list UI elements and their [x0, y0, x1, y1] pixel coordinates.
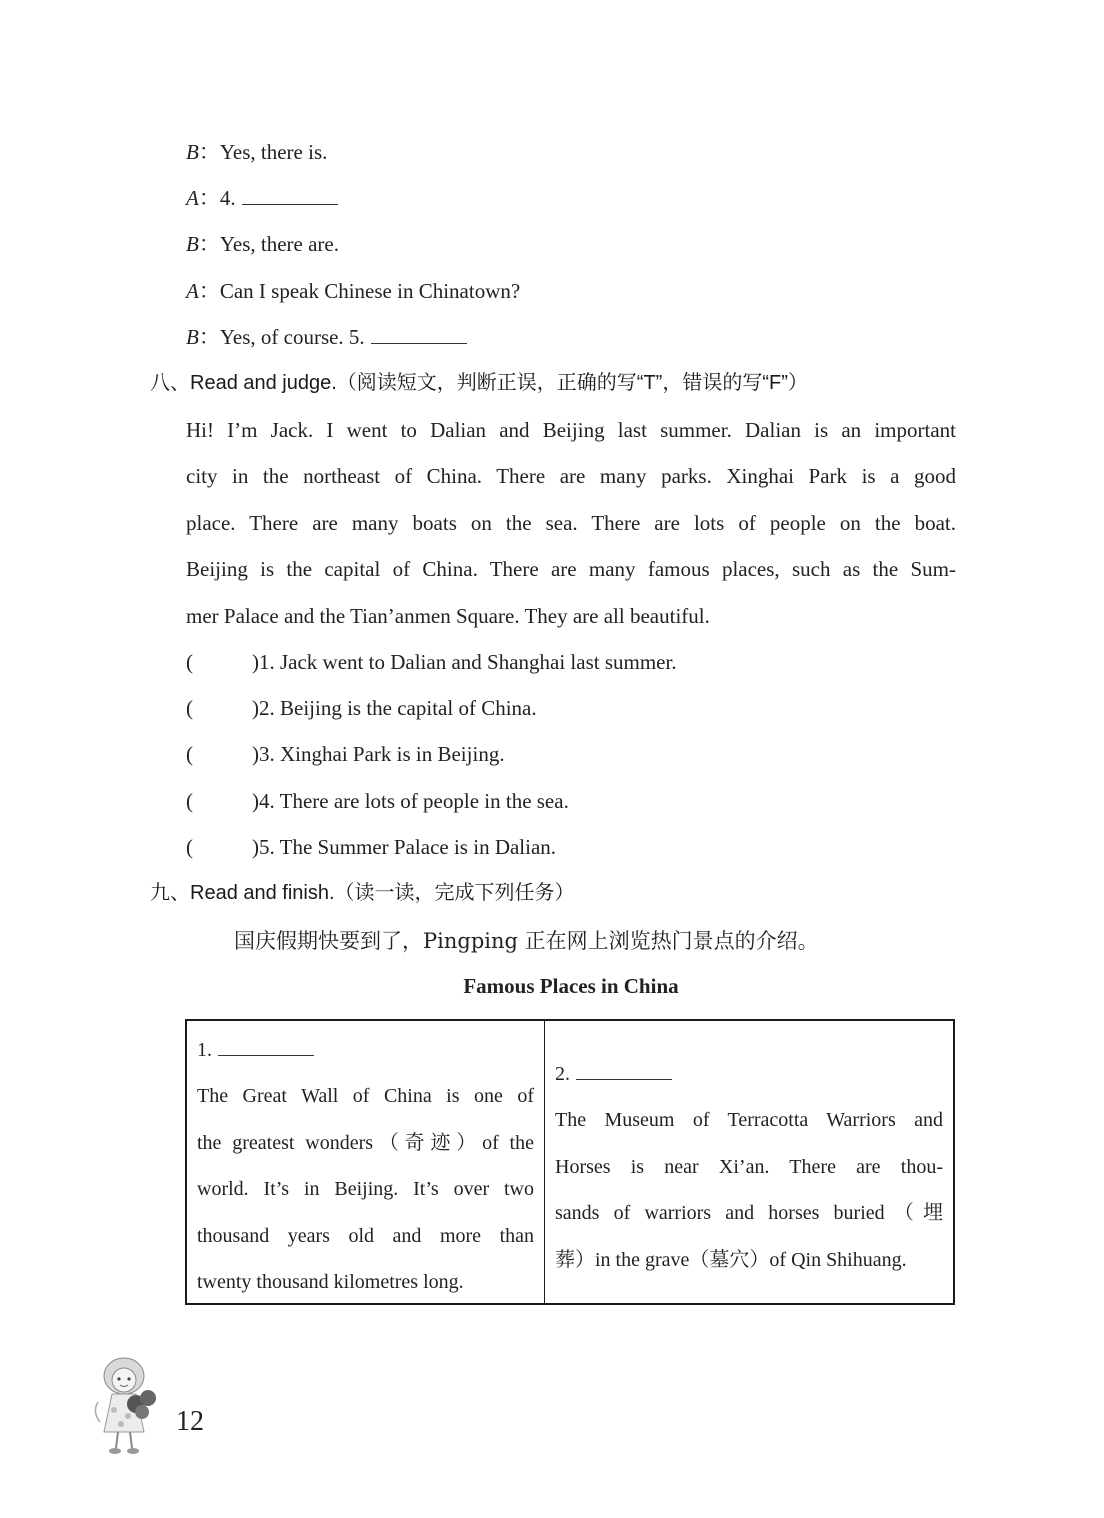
- table-cell-1: [187, 1021, 545, 1303]
- passage-line: mer Palace and the Tian’anmen Square. They are all beautiful.: [186, 604, 710, 628]
- passage-line: Hi! I’m Jack. I went to Dalian and Beijing last summer. Dalian is an important: [186, 418, 956, 442]
- cell-number: 2.: [555, 1051, 943, 1097]
- dialogue-line: A：4.: [186, 183, 338, 213]
- cell-line: the greatest wonders（奇迹）of the: [197, 1131, 534, 1154]
- dialogue-line: A：Can I speak Chinese in Chinatown?: [186, 279, 521, 303]
- dialogue-line: B：Yes, of course. 5.: [186, 322, 467, 352]
- answer-blank[interactable]: [371, 325, 467, 344]
- answer-paren[interactable]: (: [186, 696, 193, 720]
- cell-line: 葬）in the grave（墓穴）of Qin Shihuang.: [555, 1248, 907, 1271]
- judge-item: ( )5. The Summer Palace is in Dalian.: [186, 832, 556, 862]
- dialogue-line: B：Yes, there is.: [186, 140, 328, 164]
- answer-blank[interactable]: [242, 186, 338, 205]
- section-8-heading: 八、Read and judge.（阅读短文，判断正误，正确的写“T”，错误的写“F”）: [150, 372, 808, 394]
- section-9-intro: 国庆假期快要到了，Pingping 正在网上浏览热门景点的介绍。: [234, 929, 819, 953]
- judge-item: ( )2. Beijing is the capital of China.: [186, 693, 537, 723]
- passage-line: place. There are many boats on the sea. There are lots of people on the boat.: [186, 511, 956, 535]
- cell-line: The Museum of Terracotta Warriors and: [555, 1109, 943, 1132]
- table-cell-2: [545, 1021, 953, 1303]
- section-9-heading: 九、Read and finish.（读一读，完成下列任务）: [150, 882, 575, 904]
- answer-paren[interactable]: (: [186, 650, 193, 674]
- answer-paren[interactable]: (: [186, 742, 193, 766]
- dialogue-line: B：Yes, there are.: [186, 232, 339, 256]
- cell-number: 1.: [197, 1027, 534, 1073]
- girl-with-flowers-icon: [88, 1352, 166, 1458]
- judge-item: ( )4. There are lots of people in the sea.: [186, 786, 569, 816]
- judge-item: ( )3. Xinghai Park is in Beijing.: [186, 739, 505, 769]
- judge-item: ( )1. Jack went to Dalian and Shanghai last summer.: [186, 647, 677, 677]
- page-number: 12: [176, 1406, 204, 1437]
- cell-line: twenty thousand kilometres long.: [197, 1271, 464, 1294]
- answer-blank[interactable]: [218, 1037, 314, 1056]
- famous-places-table: [185, 1019, 955, 1305]
- cell-line: world. It’s in Beijing. It’s over two: [197, 1178, 534, 1201]
- table-title: Famous Places in China: [463, 974, 679, 998]
- cell-line: The Great Wall of China is one of: [197, 1085, 534, 1108]
- answer-blank[interactable]: [576, 1061, 672, 1080]
- cell-line: Horses is near Xi’an. There are thou-: [555, 1155, 943, 1178]
- answer-paren[interactable]: (: [186, 835, 193, 859]
- passage-line: Beijing is the capital of China. There are many famous places, such as the Sum-: [186, 557, 956, 581]
- cell-line: sands of warriors and horses buried（埋: [555, 1202, 943, 1225]
- answer-paren[interactable]: (: [186, 789, 193, 813]
- passage-line: city in the northeast of China. There are many parks. Xinghai Park is a good: [186, 464, 956, 488]
- cell-line: thousand years old and more than: [197, 1224, 534, 1247]
